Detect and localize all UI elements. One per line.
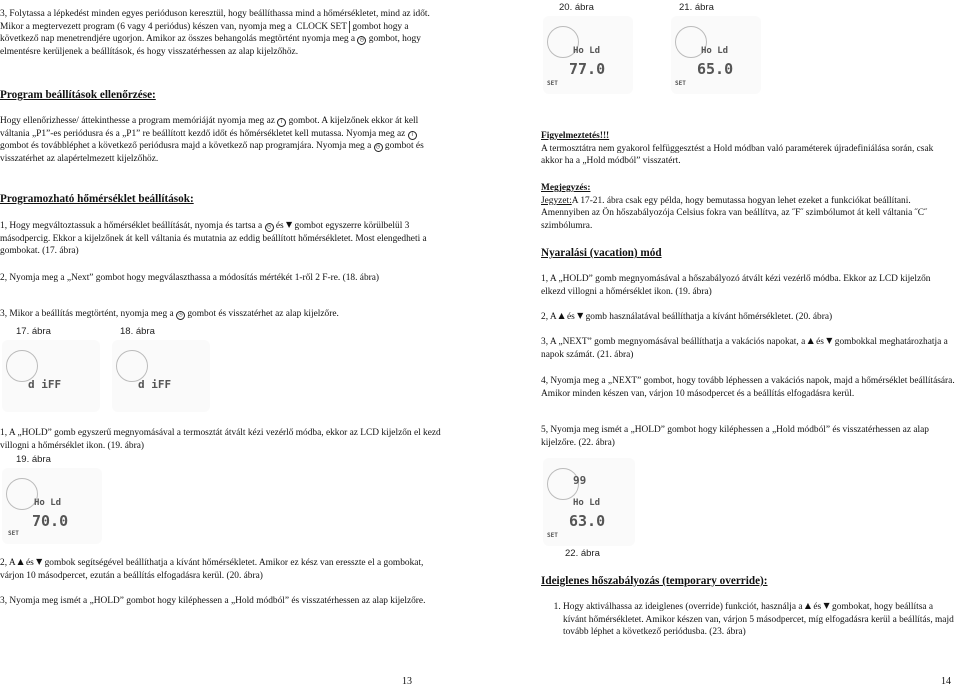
figure-22-caption: 22. ábra — [565, 548, 600, 559]
override-list — [541, 601, 956, 639]
vacation-step-2: 2, A ▲ és ▼ gomb használatával beállíthatja a kívánt hőmérsékletet. (20. ábra) — [541, 311, 833, 322]
lcd-hold-text: Ho Ld — [701, 46, 729, 56]
figure-18 — [112, 326, 210, 412]
lcd-readout: 65.0 — [697, 60, 734, 78]
down-arrow-icon: ▼ — [577, 311, 584, 320]
down-arrow-icon: ▼ — [823, 601, 830, 610]
note-title: Megjegyzés: — [541, 183, 591, 193]
down-arrow-icon: ▼ — [36, 557, 43, 566]
note-label: Jegyzet: — [541, 195, 572, 206]
vacation-step-4: 4, Nyomja meg a „NEXT” gombot, hogy tovább léphessen a vakációs napok, majd a hőmérséklet beállítására. Amikor minden készen van, várjon 10 másodpercet és a beállítás elfogadásra kerül. — [541, 376, 955, 399]
info-icon: i — [408, 131, 417, 140]
lcd-hold-text: Ho Ld — [573, 498, 601, 508]
info-icon: i — [277, 118, 286, 127]
page-number-right: 14 — [941, 676, 951, 687]
figure-20-caption: 20. ábra — [559, 2, 594, 13]
temp-step-1: 1, Hogy megváltoztassuk a hőmérséklet beállítását, nyomja és tartsa a ◷ és ▼ gombot egyszerre körülbelül 3 másodpercig. Ekkor a kijelzőnek át kell váltania és mutatnia az eddig beállított hőmérsékletet. Most elengedheti a gombokat. (17. ábra) — [0, 220, 427, 256]
figure-22 — [543, 458, 635, 562]
lcd-readout: 63.0 — [569, 512, 606, 530]
heading-vacation-mode: Nyaralási (vacation) mód — [541, 247, 662, 259]
up-arrow-icon: ▲ — [558, 311, 565, 320]
lcd-set-label: SET — [547, 80, 558, 87]
down-arrow-icon: ▼ — [286, 220, 293, 229]
intro-paragraph: 3, Folytassa a lépkedést minden egyes perióduson keresztül, hogy beállíthassa mind a hőmérsékletet, mind az időt. Mikor a megtervezett program (6 vagy 4 periódus) készen van, nyomja meg a CLOCK SET gombot hogy a következő nap menetrendjére ugorjon. Amikor az összes behangolás megtörtént nyomja meg a ◷ gombot, hogy elmentésre kerüljenek a beállítások, és hogy visszatérhessen az alap kijelzőhöz. — [0, 9, 430, 57]
clock-icon: ◷ — [176, 311, 185, 320]
up-arrow-icon: ▲ — [804, 601, 811, 610]
lcd-readout: d iFF — [28, 378, 62, 391]
lcd-hold-text: Ho Ld — [34, 498, 62, 508]
lcd-readout: 77.0 — [569, 60, 606, 78]
hold-step-3: 3, Nyomja meg ismét a „HOLD” gombot hogy kiléphessen a „Hold módból” és visszatérhessen az alap kijelzőre. — [0, 596, 426, 606]
figure-21 — [671, 0, 761, 94]
lcd-days-readout: 99 — [573, 474, 587, 487]
lcd-set-label: SET — [547, 532, 558, 539]
check-paragraph: Hogy ellenőrizhesse/ áttekinthesse a program memóriáját nyomja meg az i gombot. A kijelzőnek ekkor át kell váltania „P1”-es periódusra és a „P1” re beállított kezdő időt és hőmérsékletet kell mutassa. Nyomja meg az i gombot és továbbléphet a következő periódusra majd a következő nap programjára. Nyomja meg a ◷ gombot és visszatérhet az alapértelmezett kijelzőhöz. — [0, 116, 424, 164]
lcd-set-label: SET — [675, 80, 686, 87]
page-number-left: 13 — [402, 676, 412, 687]
clock-set-key: CLOCK SET — [294, 21, 350, 34]
note-text: A 17-21. ábra csak egy példa, hogy bemutassa hogyan lehet ezeket a funkciókat beállítani. Amennyiben az Ön hőszabályozója Celsius fokra van beállítva, az ˝F˝ szimbólumot át kell váltania ˝C˝ szimbólumra. — [541, 195, 928, 231]
lcd-set-label: SET — [8, 530, 19, 537]
lcd-hold-text: Ho Ld — [573, 46, 601, 56]
lcd-display-20 — [543, 16, 633, 94]
temp-step-3: 3, Mikor a beállítás megtörtént, nyomja meg a ◷ gombot és visszatérhet az alap kijelzőre. — [0, 309, 339, 319]
heading-programmable-temp: Programozható hőmérséklet beállítások: — [0, 193, 194, 205]
figure-17-caption: 17. ábra — [16, 326, 51, 337]
lcd-display-21 — [671, 16, 761, 94]
hold-step-2: 2, A ▲ és ▼ gombok segítségével beállíthatja a kívánt hőmérsékletet. Amikor ez kész van eresszte el a gombokat, várjon 10 másodpercet, ezután a beállítás elfogadásra kerül. (20. ábra) — [0, 557, 424, 581]
up-arrow-icon: ▲ — [17, 557, 24, 566]
lcd-display-19 — [2, 468, 102, 544]
heading-program-check: Program beállítások ellenőrzése: — [0, 89, 156, 101]
warning-title: Figyelmeztetés!!! — [541, 131, 610, 141]
figure-19-caption: 19. ábra — [16, 454, 51, 465]
vacation-step-1: 1, A „HOLD” gomb megnyomásával a hőszabályozó átvált kézi vezérlő módba. Ekkor az LCD kijelzőn elkezd villogni a hőmérséklet ikon. (19. ábra) — [541, 274, 931, 297]
down-arrow-icon: ▼ — [826, 336, 833, 345]
figure-17 — [2, 326, 100, 412]
heading-temporary-override: Ideiglenes hőszabályozás (temporary override): — [541, 575, 768, 587]
figure-20 — [543, 0, 633, 94]
up-arrow-icon: ▲ — [807, 336, 814, 345]
temp-step-2: 2, Nyomja meg a „Next” gombot hogy megválaszthassa a módosítás mértékét 1-ről 2 F-re. (18. ábra) — [0, 273, 380, 283]
lcd-display-17 — [2, 340, 100, 412]
warning-box — [541, 130, 956, 168]
override-step-1: 1. Hogy aktiválhassa az ideiglenes (override) funkciót, használja a ▲ és ▼ gombokat, hogy beállítsa a kívánt hőmérsékletet. Amikor készen van, várjon 5 másodpercet, míg elfogadásra kerül a beállítás, majd tovább léphet a következő periódusba. (23. ábra) — [563, 601, 956, 639]
clock-icon: ◷ — [374, 143, 383, 152]
clock-icon: ◷ — [357, 36, 366, 45]
figure-18-caption: 18. ábra — [120, 326, 155, 337]
clock-icon: ◷ — [265, 223, 274, 232]
figure-19 — [2, 454, 102, 544]
lcd-display-22 — [543, 458, 635, 546]
vacation-step-3: 3, A „NEXT” gomb megnyomásával beállíthatja a vakációs napokat, a ▲ és ▼ gombokkal meghatározhatja a napok számát. (21. ábra) — [541, 336, 948, 360]
lcd-readout: d iFF — [138, 378, 172, 391]
lcd-readout: 70.0 — [32, 512, 69, 530]
vacation-step-5: 5, Nyomja meg ismét a „HOLD” gombot hogy kiléphessen a „Hold módból” és visszatérhessen az alap kijelzőre. (22. ábra) — [541, 425, 929, 448]
figure-21-caption: 21. ábra — [679, 2, 714, 13]
warning-text: A termosztátra nem gyakorol felfüggesztést a Hold módban való paraméterek újradefiniálása során, csak akkor ha a „Hold módból” visszatért. — [541, 143, 934, 166]
note-block — [541, 182, 956, 232]
lcd-display-18 — [112, 340, 210, 412]
hold-step-1: 1, A „HOLD” gomb egyszerű megnyomásával a termosztát átvált kézi vezérlő módba, ekkor az LCD kijelzőn el kezd villogni a hőmérséklet ikon. (19. ábra) — [0, 428, 441, 451]
